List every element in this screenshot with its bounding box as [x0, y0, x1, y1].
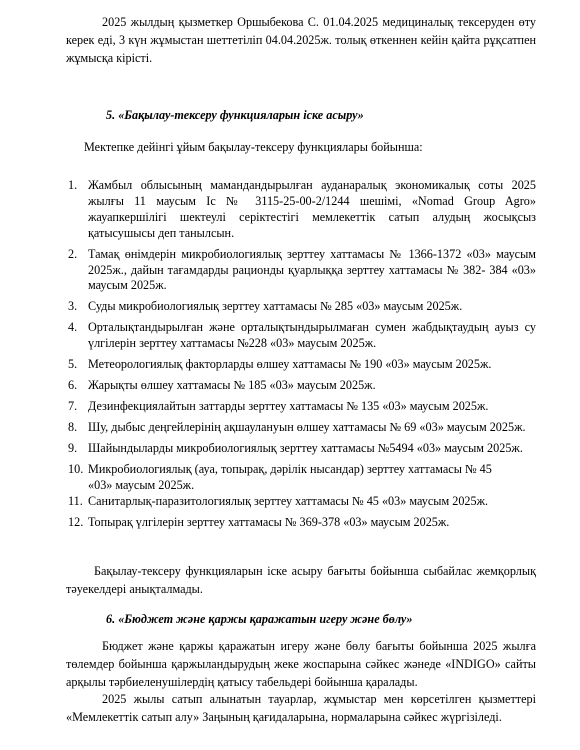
- list-item: 7. Дезинфекциялайтын заттарды зерттеу хаттамасы № 135 «03» маусым 2025ж.: [68, 398, 489, 413]
- list-item: 6. Жарықты өлшеу хаттамасы № 185 «03» маусым 2025ж.: [68, 377, 376, 392]
- section-6-heading: 6. «Бюджет және қаржы қаражатын игеру және бөлу»: [106, 612, 413, 626]
- list-item: 12. Топырақ үлгілерін зерттеу хаттамасы № 369-378 «03» маусым 2025ж.: [68, 515, 450, 530]
- list-item: 2. Тамақ өнімдерін микробиологиялық зерттеу хаттамасы № 1366-1372 «03» маусым 2025ж., дайын тағамдарды рационды қуарлыққа зерттеу хаттамасы № 382- 384 «03» маусым 2025ж.: [68, 246, 536, 293]
- section-5-intro: Мектепке дейінгі ұйым бақылау-тексеру функциялары бойынша:: [84, 140, 423, 154]
- list-item: 11. Санитарлық-паразитологиялық зерттеу хаттамасы № 45 «03» маусым 2025ж.: [68, 494, 489, 509]
- list-item: 10. Микробиологиялық (ауа, топырақ, дәрілік нысандар) зерттеу хаттамасы № 45 «03» маусым 2025ж.: [68, 461, 492, 492]
- section-6-paragraph-1: Бюджет және қаржы қаражатын игеру және бөлу бағыты бойынша 2025 жылға төлемдер бойынша қаржыландырудың жеке жоспарына сәйкес жәнеде «INDIGO» сайты арқылы тәрбиеленушілердің қатысу табельдері бойынша қаралады.: [66, 639, 536, 689]
- list-item: 1. Жамбыл облысының мамандандырылған ауданаралық экономикалық соты 2025 жылғы 11 маусым Іс № 3115-25-00-2/1244 шешімі, «Nomad Group Agro» жауапкершілігі шектеулі серіктестігі мемлекеттік сатып алудың жосықсыз қатысушысы деп танылсын.: [68, 178, 536, 240]
- section-5-conclusion: Бақылау-тексеру функцияларын іске асыру бағыты бойынша сыбайлас жемқорлық тәуекелдері анықталмады.: [66, 564, 536, 596]
- list-item: 4. Орталықтандырылған және орталықтындырылмаған сумен жабдықтаудың ауыз су үлгілерін зерттеу хаттамасы №228 «03» маусым 2025ж.: [68, 320, 536, 351]
- list-item: 9. Шайындыларды микробиологиялық зерттеу хаттамасы №5494 «03» маусым 2025ж.: [68, 440, 523, 455]
- section-6-paragraph-2: 2025 жылы сатып алынатын тауарлар, жұмыстар мен көрсетілген қызметтері «Мемлекеттік сатып алу» Заңының қағидаларына, нормаларына сәйкес жүргізіледі.: [66, 692, 536, 724]
- list-item: 8. Шу, дыбыс деңгейлерінің ақшаулануын өлшеу хаттамасы № 69 «03» маусым 2025ж.: [68, 419, 526, 434]
- list-item: 3. Суды микробиологиялық зерттеу хаттамасы № 285 «03» маусым 2025ж.: [68, 299, 463, 314]
- section-5-heading: 5. «Бақылау-тексеру функцияларын іске асыру»: [106, 108, 364, 122]
- inspection-list: [68, 178, 536, 536]
- list-item: 5. Метеорологиялық факторларды өлшеу хаттамасы № 190 «03» маусым 2025ж.: [68, 357, 492, 372]
- paragraph-medical-exam: 2025 жылдың қызметкер Оршыбекова С. 01.04.2025 медициналық тексеруден өту керек еді, 3 күн жұмыстан шеттетіліп 04.04.2025ж. толық өткеннен кейін қайта рұқсатпен жұмысқа кірісті.: [66, 15, 536, 65]
